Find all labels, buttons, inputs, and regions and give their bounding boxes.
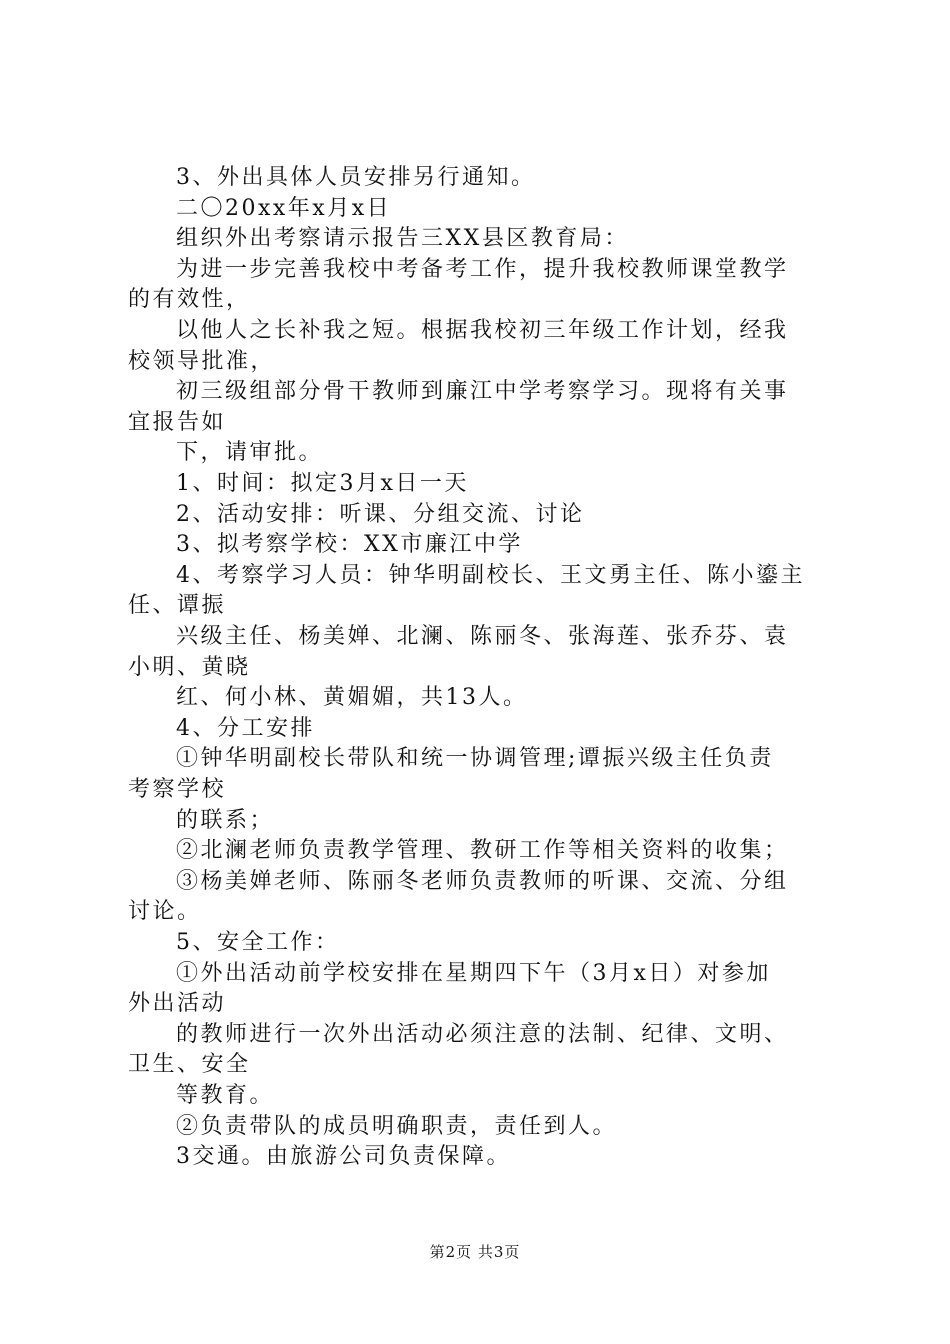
text-line: 等教育。 [176,1083,275,1108]
page-footer: 第2页 共3页 [429,1243,521,1261]
text-line: 3、外出具体人员安排另行通知。 [176,165,536,190]
text-line: 外出活动 [128,991,227,1017]
text-line: 初三级组部分骨干教师到廉江中学考察学习。现将有关事 [176,379,789,405]
text-line: ②负责带队的成员明确职责，责任到人。 [176,1113,618,1139]
text-line: 讨论。 [128,899,202,925]
text-line: 以他人之长补我之短。根据我校初三年级工作计划，经我 [176,318,789,343]
text-line: 兴级主任、杨美婵、北澜、陈丽冬、张海莲、张乔芬、袁 [176,624,789,649]
text-line: 的联系； [176,807,275,833]
text-line: 的有效性， [128,287,251,313]
text-line: ②北澜老师负责教学管理、教研工作等相关资料的收集； [176,838,789,864]
text-line: 任、谭振 [128,593,227,619]
text-line: 2、活动安排：听课、分组交流、讨论 [176,501,585,527]
text-line: ③杨美婵老师、陈丽冬老师负责教师的听课、交流、分组 [176,868,789,894]
text-line: ①钟华明副校长带队和统一协调管理;谭振兴级主任负责 [176,746,774,772]
text-line: ①外出活动前学校安排在星期四下午（3月x日）对参加 [176,960,771,986]
text-line: 宜报告如 [128,409,227,435]
text-line: 考察学校 [128,777,227,802]
text-line: 为进一步完善我校中考备考工作，提升我校教师课堂教学 [176,256,789,282]
text-line: 二〇20xx年x月x日 [176,195,392,221]
text-line: 下，请审批。 [176,440,324,466]
text-line: 的教师进行一次外出活动必须注意的法制、纪律、文明、 [176,1021,789,1047]
text-line: 卫生、安全 [128,1052,251,1078]
text-line: 4、分工安排 [176,715,315,741]
text-line: 4、考察学习人员：钟华明副校长、王文勇主任、陈小鎏主 [176,562,805,588]
text-line: 小明、黄晓 [128,654,251,680]
text-line: 3交通。由旅游公司负责保障。 [176,1144,511,1170]
text-line: 校领导批准， [128,348,276,374]
text-line: 3、拟考察学校：XX市廉江中学 [176,532,523,558]
text-line: 1、时间：拟定3月x日一天 [176,471,469,496]
text-line: 5、安全工作： [176,930,340,955]
text-line: 组织外出考察请示报告三XX县区教育局： [176,226,629,252]
text-line: 红、何小林、黄媚媚，共13人。 [176,685,528,711]
